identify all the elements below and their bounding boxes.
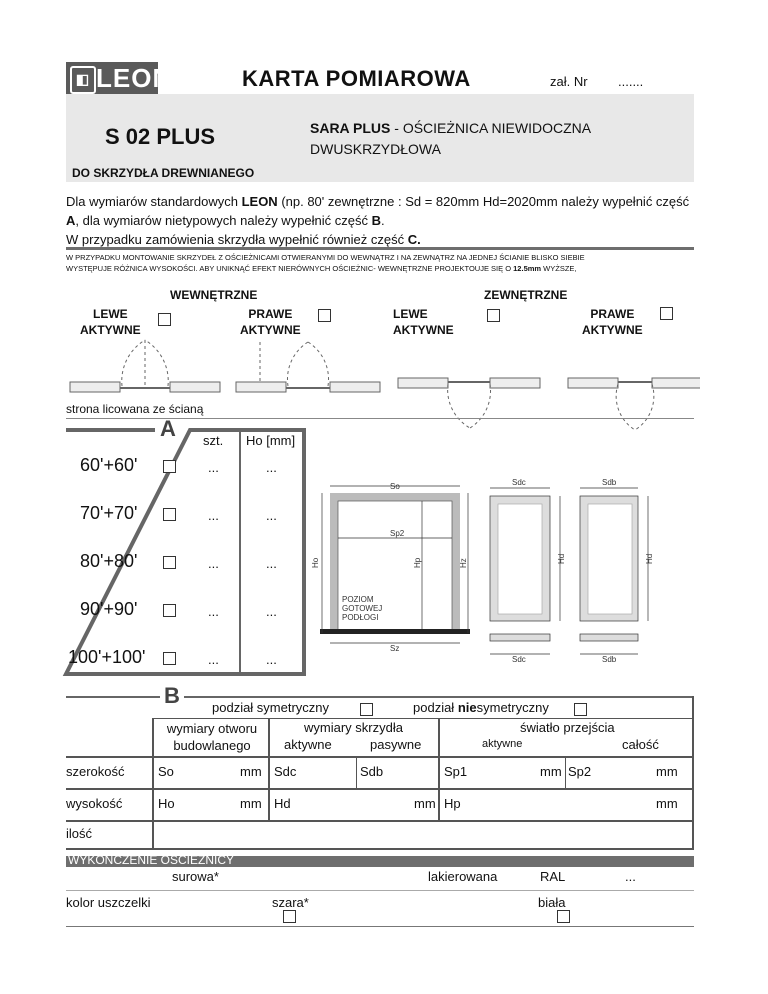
ho-field-label: Ho xyxy=(158,796,175,811)
ho-field[interactable]: ... xyxy=(266,556,277,571)
seal-white-label: biała xyxy=(538,895,566,910)
table-line xyxy=(66,848,694,850)
table-line xyxy=(565,758,566,788)
floor-label-1: POZIOM xyxy=(342,595,374,604)
ho-field[interactable]: ... xyxy=(266,604,277,619)
dimension-diagram xyxy=(310,476,670,666)
sp2-field-label: Sp2 xyxy=(568,764,592,779)
header-leaf-passive: pasywne xyxy=(370,737,422,752)
dim-hd-1: Hd xyxy=(557,553,566,564)
ho-field[interactable]: ... xyxy=(266,652,277,667)
seal-white-checkbox[interactable] xyxy=(557,910,570,923)
page-title: KARTA POMIAROWA xyxy=(242,66,471,91)
unit-mm: mm xyxy=(240,764,262,779)
seal-grey-label: szara* xyxy=(272,895,309,910)
table-line xyxy=(66,788,694,790)
header-light: światło przejścia xyxy=(520,720,615,735)
attachment-number: ....... xyxy=(618,74,644,89)
section-a-letter: A xyxy=(160,416,176,441)
table-line xyxy=(152,718,154,848)
asymmetric-label: podział niesymetryczny xyxy=(413,700,549,715)
size-label: 90'+90' xyxy=(80,599,138,619)
dim-sdc-bottom: Sdc xyxy=(512,655,526,664)
intro-divider xyxy=(66,247,694,250)
qty-field[interactable]: ... xyxy=(208,508,219,523)
outer-left-active-label: LEWE AKTYWNE xyxy=(393,307,454,337)
unit-mm: mm xyxy=(240,796,262,811)
intro-line-1: Dla wymiarów standardowych LEON (np. 80' zewnętrzne : Sd = 820mm Hd=2020mm należy wypełnić część xyxy=(66,194,690,209)
qty-field[interactable]: ... xyxy=(208,460,219,475)
asymmetric-checkbox[interactable] xyxy=(574,703,587,716)
header-leaf: wymiary skrzydła xyxy=(304,720,403,735)
table-line xyxy=(66,820,694,822)
table-line xyxy=(438,718,440,820)
size-checkbox[interactable] xyxy=(163,652,176,665)
col-qty-header: szt. xyxy=(203,433,224,448)
size-checkbox[interactable] xyxy=(163,460,176,473)
table-line xyxy=(356,758,357,788)
model-code: S 02 PLUS xyxy=(105,124,216,149)
size-label: 80'+80' xyxy=(80,551,138,571)
unit-mm: mm xyxy=(656,796,678,811)
qty-field[interactable]: ... xyxy=(208,556,219,571)
header-leaf-active: aktywne xyxy=(284,737,332,752)
dim-so: So xyxy=(390,482,400,491)
intro-line-3: W przypadku zamówienia skrzydła wypełnić również część C. xyxy=(66,232,421,247)
outer-right-active-label: PRAWE AKTYWNE xyxy=(582,307,643,337)
product-desc: - OŚCIEŻNICA NIEWIDOCZNA xyxy=(390,120,592,136)
ral-value[interactable]: ... xyxy=(625,869,636,884)
finish-header: WYKONCZENIE OŚCIEZNICY xyxy=(68,853,235,867)
floor-label-3: PODŁOGI xyxy=(342,613,379,622)
size-checkbox[interactable] xyxy=(163,508,176,521)
warning-note: W PRZYPADKU MONTOWANIE SKRZYDEŁ Z OŚCIEŻNICAMI OTWIERANYMI DO WEWNĄTRZ I NA ZEWNĄTRZ NA JEDNEJ ŚCIANIE BLISKO SIEBIE WYSTĘPUJE RÓŻNICA WYSOKOŚCI. ABY UNIKNĄĆ EFEKT NIERÓWNYCH OŚCIEŻNIC- WEWNĘTRZNE PROJEKTOUJE SIĘ O 12.5mm WYŻSZE, xyxy=(66,253,585,273)
dim-sz: Sz xyxy=(390,644,400,653)
attachment-label: zał. Nr xyxy=(550,74,588,89)
swing-sketch-outer-right xyxy=(568,378,700,430)
dim-sdb-top: Sdb xyxy=(602,478,617,487)
qty-field[interactable]: ... xyxy=(208,604,219,619)
table-line xyxy=(152,718,694,719)
size-label: 60'+60' xyxy=(80,455,138,475)
qty-field[interactable]: ... xyxy=(208,652,219,667)
door-type: DO SKRZYDŁA DREWNIANEGO xyxy=(72,166,255,180)
model-subtitle-line2: DWUSKRZYDŁOWA xyxy=(310,141,441,157)
outer-left-active-checkbox[interactable] xyxy=(487,309,500,322)
intro-line-2: A, dla wymiarów nietypowych należy wypełnić część B. xyxy=(66,213,385,228)
hp-field-label: Hp xyxy=(444,796,461,811)
sdc-field-label: Sdc xyxy=(274,764,297,779)
size-label: 100'+100' xyxy=(68,647,146,667)
header-light-active: aktywne xyxy=(482,738,523,750)
inner-right-active-checkbox[interactable] xyxy=(318,309,331,322)
unit-mm: mm xyxy=(656,764,678,779)
dim-hp: Hp xyxy=(413,557,422,568)
intro-text xyxy=(66,192,706,249)
symmetric-checkbox[interactable] xyxy=(360,703,373,716)
finish-raw[interactable]: surowa* xyxy=(172,869,219,884)
sp1-field-label: Sp1 xyxy=(444,764,468,779)
inner-left-active-label: LEWE AKTYWNE xyxy=(80,307,141,337)
logo-mark-icon: ◧ xyxy=(70,66,96,94)
flush-side-label: strona licowana ze ścianą xyxy=(66,402,204,416)
so-field-label: So xyxy=(158,764,174,779)
finish-divider xyxy=(66,890,694,891)
ral-label: RAL xyxy=(540,869,566,884)
section-b-letter: B xyxy=(160,683,184,709)
dim-sdc-top: Sdc xyxy=(512,478,526,487)
ho-field[interactable]: ... xyxy=(266,460,277,475)
hd-field-label: Hd xyxy=(274,796,291,811)
swing-sketch-inner-left xyxy=(70,340,220,392)
row-qty-label: ilość xyxy=(66,826,93,841)
seal-grey-checkbox[interactable] xyxy=(283,910,296,923)
swing-sketch-inner-right xyxy=(236,342,380,392)
table-line xyxy=(692,696,694,848)
inner-left-active-checkbox[interactable] xyxy=(158,313,171,326)
inner-heading: WEWNĘTRZNE xyxy=(170,288,258,302)
swing-sketch-outer-left xyxy=(398,378,540,428)
row-width-label: szerokość xyxy=(66,764,125,779)
leon-logo xyxy=(66,62,173,94)
row-height-label: wysokość xyxy=(66,796,123,811)
col-ho-header: Ho [mm] xyxy=(246,433,296,448)
unit-mm: mm xyxy=(414,796,436,811)
dim-sdb-bottom: Sdb xyxy=(602,655,617,664)
ho-field[interactable]: ... xyxy=(266,508,277,523)
outer-heading: ZEWNĘTRZNE xyxy=(484,288,568,302)
table-line xyxy=(66,756,694,758)
inner-right-active-label: PRAWE AKTYWNE xyxy=(240,307,301,337)
size-label: 70'+70' xyxy=(80,503,138,523)
floor-label-2: GOTOWEJ xyxy=(342,604,383,613)
finish-lacquered[interactable]: lakierowana xyxy=(428,869,498,884)
sdb-field-label: Sdb xyxy=(360,764,384,779)
dim-ho: Ho xyxy=(311,557,320,568)
finish-bottom-line xyxy=(66,926,694,927)
dim-hz: Hz xyxy=(459,558,468,568)
model-subtitle xyxy=(310,120,591,136)
dim-sp2: Sp2 xyxy=(390,529,405,538)
symmetric-label: podział symetryczny xyxy=(212,700,330,715)
header-light-total: całość xyxy=(622,737,659,752)
size-checkbox[interactable] xyxy=(163,556,176,569)
size-checkbox[interactable] xyxy=(163,604,176,617)
header-opening: wymiary otworu budowlanego xyxy=(166,721,258,753)
logo-text: LEON xyxy=(96,63,173,93)
outer-right-active-checkbox[interactable] xyxy=(660,307,673,320)
product-name: SARA PLUS xyxy=(310,120,391,136)
dim-hd-2: Hd xyxy=(645,553,654,564)
seal-color-label: kolor uszczelki xyxy=(66,895,151,910)
unit-mm: mm xyxy=(540,764,562,779)
table-line xyxy=(268,718,270,820)
